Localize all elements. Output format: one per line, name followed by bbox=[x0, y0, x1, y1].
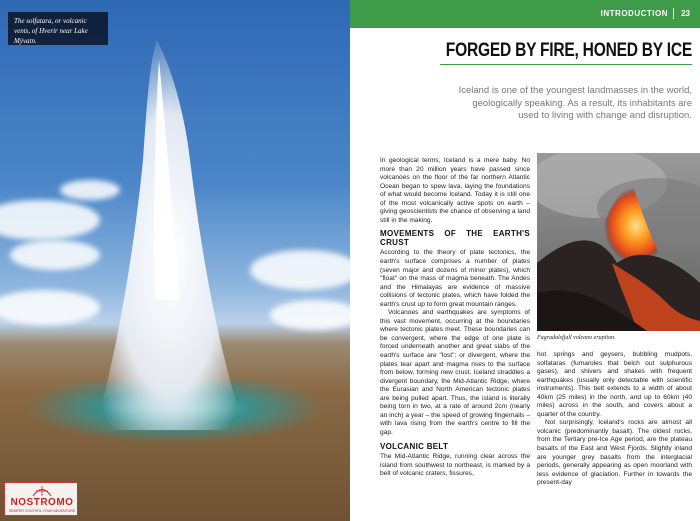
cloud bbox=[0, 200, 100, 240]
right-page bbox=[350, 0, 700, 521]
logo-name: NOSTROMO bbox=[10, 497, 74, 508]
header-divider bbox=[673, 8, 674, 19]
photo-caption-box bbox=[8, 12, 108, 45]
paragraph: In geological terms, Iceland is a mere baby. No more than 20 million years have passed since volcanoes on the floor of the far northern Atlantic Ocean began to spew lava, laying the foundations of what would become Iceland. Today it is still one of the most volcanically active spots on earth – giving geoscientists the chance of observing a land still in the making. bbox=[380, 157, 530, 224]
text-column-2 bbox=[537, 351, 692, 488]
logo-tagline: SEMPER CONTROL YOUR ADVENTURE bbox=[8, 509, 76, 513]
publisher-logo bbox=[4, 482, 78, 516]
title-rule bbox=[440, 64, 692, 65]
subheading: VOLCANIC BELT bbox=[380, 441, 449, 451]
volcano-photo bbox=[537, 153, 700, 331]
compass-icon bbox=[32, 485, 52, 497]
paragraph: Not surprisingly, Iceland's rocks are almost all volcanic (predominantly basalt). The oldest rocks, from the Tertiary pre-Ice Age period, are the plateau basalts of the East and West Fjords. Slightly inland are younger grey basalts from the interglacial periods, generally appearing as open moorland with less evidence of glaciation. Further in towards the present-day bbox=[537, 419, 692, 487]
text-column-1 bbox=[380, 157, 530, 479]
left-photo-caption: The solfatara, or volcanic vents, of Hverir near Lake Mývatn. bbox=[14, 17, 88, 45]
paragraph: hot springs and geysers, bubbling mudpots, solfataras (fumaroles that belch out sulphurous gases), and shivers and shakes with frequent earthquakes (usually only detectable with scientific instruments). This belt extends to a width of about 40km (25 miles) in the north, and up to 60km (40 miles) across in the south, and covers about a quarter of the country. bbox=[537, 351, 692, 418]
cloud bbox=[270, 300, 350, 330]
paragraph: Volcanoes and earthquakes are symptoms of this vast movement, occurring at the boundaries where tectonic plates meet. These boundaries can be convergent, where the edge of one plate is forced underneath another and great slabs of the earth's surface are "lost"; or divergent, where the plates tear apart and magma rises to the surface from below, forming new crust. Iceland straddles a divergent boundary, the Mid-Atlantic Ridge, where the Eurasian and North American tectonic plates are being pulled apart. Thus, the island is literally being torn in two, at a rate of around 2cm (nearly an inch) a year – the speed of growing fingernails – with lava rising from the earth's centre to fill the gap. bbox=[380, 309, 530, 436]
page-number: 23 bbox=[681, 9, 690, 18]
paragraph: The Mid-Atlantic Ridge, running clear across the island from southwest to northeast, is marked by a belt of volcanic craters, fissures, bbox=[380, 453, 530, 478]
section-header-bar bbox=[350, 0, 700, 28]
geyser-plume bbox=[95, 40, 245, 440]
cloud bbox=[10, 240, 100, 270]
intro-text: Iceland is one of the youngest landmasses in the world, geologically speaking. As a result, its inhabitants are used to living with change and disruption. bbox=[458, 85, 692, 121]
cloud bbox=[250, 250, 350, 290]
paragraph: According to the theory of plate tectonics, the earth's surface comprises a number of plates (seven major and dozens of minor plates), which "float" on the mass of magma beneath. The Andes and the Himalayas are evidence of massive collisions of tectonic plates, which have folded the earth's crust up to form great mountain ranges. bbox=[380, 249, 530, 308]
cloud bbox=[0, 290, 100, 325]
page-title: FORGED BY FIRE, HONED BY ICE bbox=[445, 40, 692, 61]
volcano-eruption-image bbox=[537, 153, 700, 331]
volcano-photo-caption: Fagradalsfjall volcano eruption. bbox=[537, 335, 616, 341]
section-label: INTRODUCTION bbox=[600, 9, 668, 18]
subheading: MOVEMENTS OF THE EARTH'S CRUST bbox=[380, 229, 530, 247]
